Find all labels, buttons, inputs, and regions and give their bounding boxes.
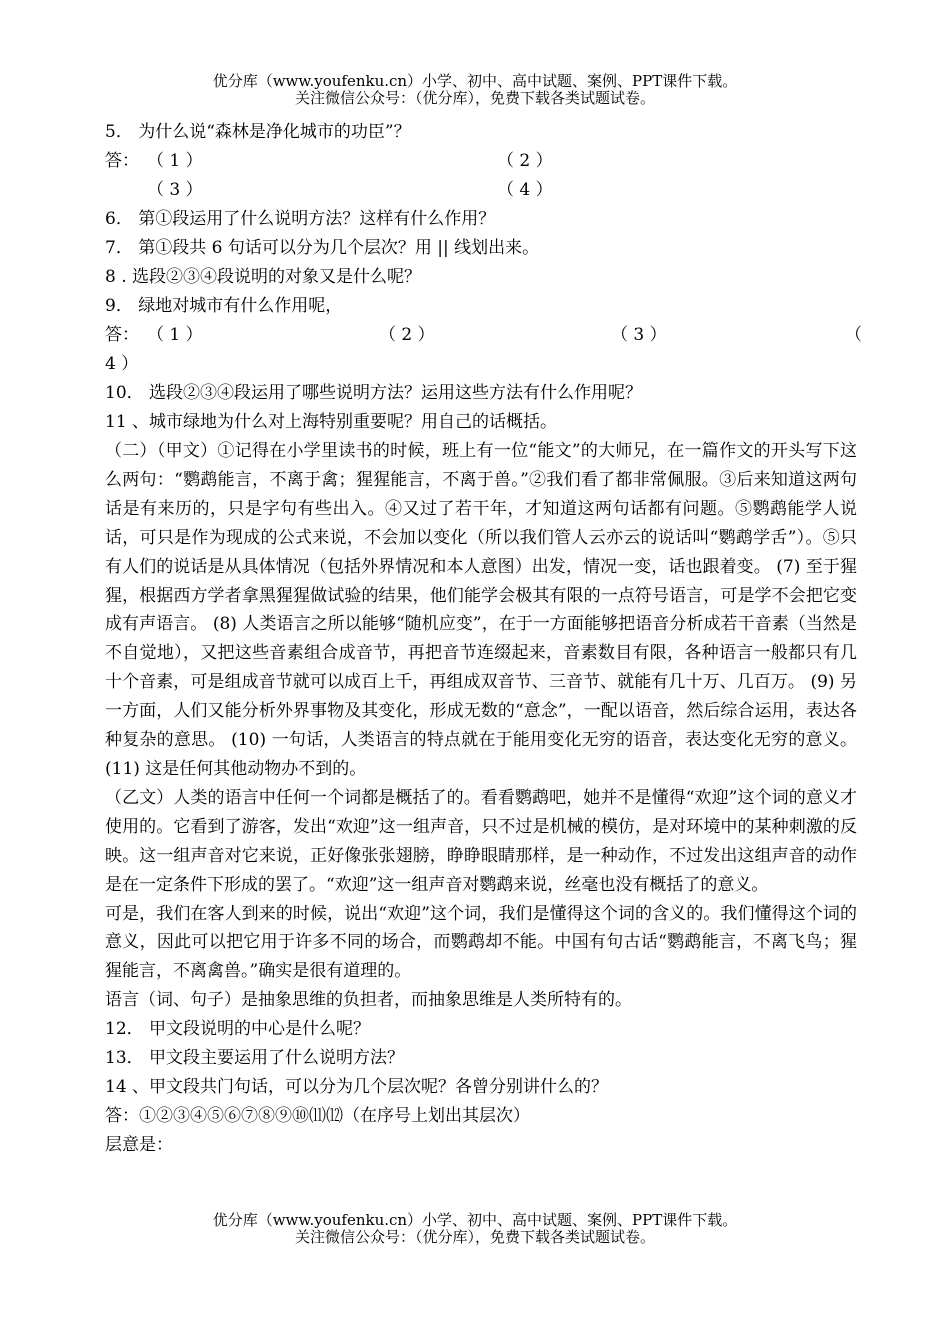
question-5-answer-row-2: [105, 176, 857, 205]
question-13: 13． 甲文段主要运用了什么说明方法？: [105, 1048, 405, 1069]
header-line-2: 关注微信公众号：（优分库），免费下载各类试题试卷。: [294, 89, 655, 107]
question-10: 10． 选段②③④段运用了哪些说明方法？运用这些方法有什么作用呢？: [105, 383, 643, 403]
passage-b: （乙文）人类的语言中任何一个词都是概括了的。看看鹦鹉吧，她并不是懂得“欢迎”这个词的意义才使用的。它看到了游客，发出“欢迎”这一组声音，只不过是机械的模仿，是对环境中的某种刺激的反映。这一组声音对它来说，正好像张张翅膀，睁睁眼睛那样，是一种动作，不过发出这组声音的动作是在一定条件下形成的罢了。“欢迎”这一组声音对鹦鹉来说，丝毫也没有概括了的意义。: [105, 787, 857, 895]
question-5-answer-row-1: [105, 147, 857, 176]
question-9: 9． 绿地对城市有什么作用呢，: [105, 296, 343, 316]
answer-blank-4-open: （: [845, 325, 862, 345]
document-body: [105, 118, 862, 1160]
passage-d: 语言（词、句子）是抽象思维的负担者，而抽象思维是人类所特有的。: [105, 990, 632, 1011]
question-9-answer-row: [105, 321, 862, 350]
answer-blank-4: （ 4 ）: [497, 180, 553, 200]
question-5: 5． 为什么说“森林是净化城市的功臣”？: [105, 122, 411, 142]
answer-blank-3: （ 3 ）: [147, 180, 203, 200]
answer-blank-1: （ 1 ）: [147, 325, 203, 345]
footer-line-1: 优分库（www.youfenku.cn）小学、初中、高中试题、案例、PPT课件下载。: [212, 1211, 738, 1229]
question-14: 14 、甲文段共门句话，可以分为几个层次呢？各曾分别讲什么的？: [105, 1077, 609, 1098]
page-footer: [0, 1212, 950, 1246]
answer-label: 答：: [105, 325, 139, 345]
question-7: 7． 第①段共 6 句话可以分为几个层次？用 || 线划出来。: [105, 238, 540, 258]
question-9-answer-wrap: 4 ）: [105, 354, 139, 374]
question-14-answer: 答：①②③④⑤⑥⑦⑧⑨⑩⑾⑿（在序号上划出其层次）: [105, 1106, 530, 1127]
passage-a: （二）（甲文）①记得在小学里读书的时候，班上有一位“能文”的大师兄，在一篇作文的开头写下这么两句：“鹦鹉能言，不离于禽；猩猩能言，不离于兽。”②我们看了都非常佩服。③后来知道这两句话是有来历的，只是字句有些出入。④又过了若干年，才知道这两句话都有问题。⑤鹦鹉能学人说话，可只是作为现成的公式来说，不会加以变化（所以我们管人云亦云的说话叫“鹦鹉学舌”）。⑤只有人们的说话是从具体情况（包括外界情况和本人意图）出发，情况一变，话也跟着变。 (7) 至于猩猩，根据西方学者拿黑猩猩做试验的结果，他们能学会极其有限的一点符号语言，可是学不会把它变成有声语言。 (8) 人类语言之所以能够“随机应变”，在于一方面能够把语音分析成若干音素（当然是不自觉地），又把这些音素组合成音节，再把音节连缀起来，音素数目有限，各种语言一般都只有几十个音素，可是组成音节就可以成百上千，再组成双音节、三音节、就能有几十万、几百万。 (9) 另一方面，人们又能分析外界事物及其变化，形成无数的“意念”，一配以语音，然后综合运用，表达各种复杂的意思。 (10) 一句话，人类语言的特点就在于能用变化无穷的语音，表达变化无穷的意义。 (11) 这是任何其他动物办不到的。: [105, 441, 857, 779]
question-14-meaning: 层意是：: [105, 1135, 173, 1156]
answer-label: 答：: [105, 151, 139, 171]
question-6: 6． 第①段运用了什么说明方法？这样有什么作用？: [105, 209, 496, 229]
header-line-1: 优分库（www.youfenku.cn）小学、初中、高中试题、案例、PPT课件下载。: [212, 72, 738, 90]
question-8: 8 . 选段②③④段说明的对象又是什么呢？: [105, 267, 422, 287]
page-header: [0, 73, 950, 107]
answer-blank-2: （ 2 ）: [379, 325, 435, 345]
answer-blank-1: （ 1 ）: [147, 151, 203, 171]
question-12: 12． 甲文段说明的中心是什么呢？: [105, 1019, 371, 1040]
footer-line-2: 关注微信公众号：（优分库），免费下载各类试题试卷。: [294, 1228, 655, 1246]
answer-blank-2: （ 2 ）: [497, 151, 553, 171]
passage-c: 可是，我们在客人到来的时候，说出“欢迎”这个词，我们是懂得这个词的含义的。我们懂得这个词的意义，因此可以把它用于许多不同的场合，而鹦鹉却不能。中国有句古话“鹦鹉能言，不离飞鸟；猩猩能言，不离禽兽。”确实是很有道理的。: [105, 903, 857, 982]
question-11: 11 、城市绿地为什么对上海特别重要呢？用自己的话概括。: [105, 412, 558, 432]
answer-blank-3: （ 3 ）: [611, 325, 667, 345]
